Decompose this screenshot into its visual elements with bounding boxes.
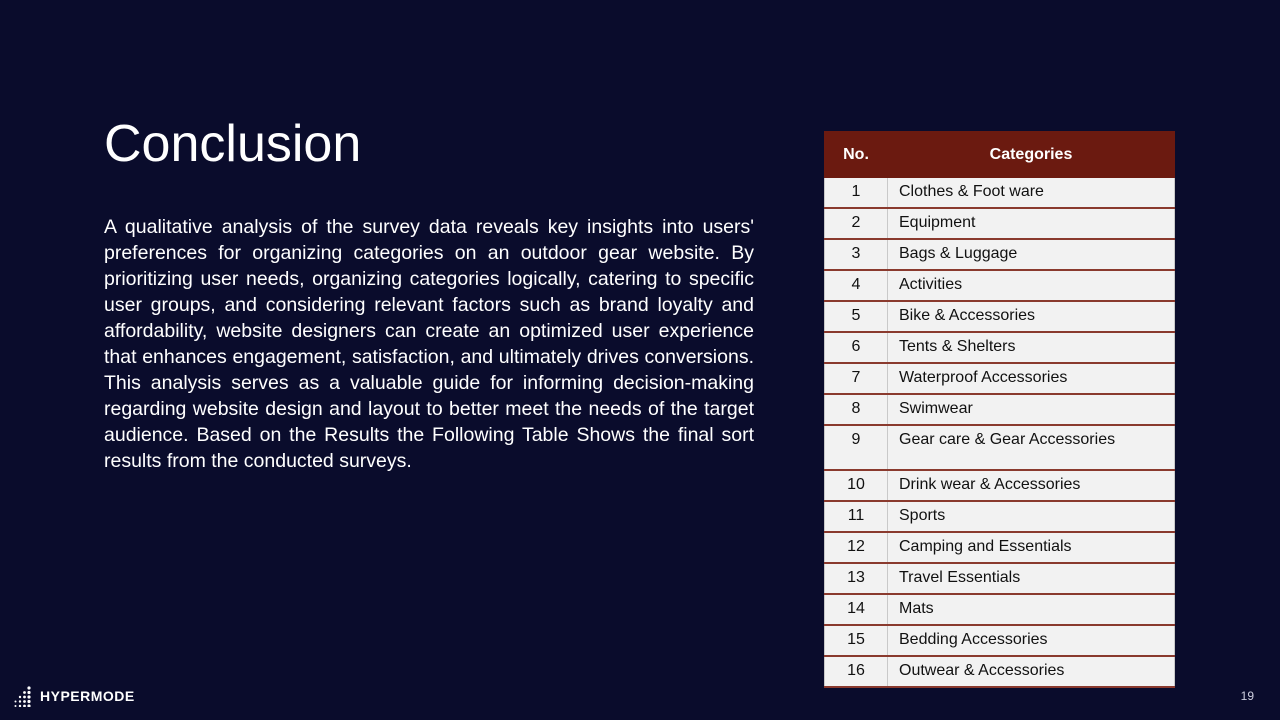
row-category: Outwear & Accessories [888,656,1175,687]
row-number: 16 [825,656,888,687]
row-number: 7 [825,363,888,394]
hypermode-logo [12,684,135,708]
table-row [825,394,1175,425]
table-header-row [825,132,1175,178]
row-number: 15 [825,625,888,656]
conclusion-paragraph: A qualitative analysis of the survey data reveals key insights into users' preferences for organizing categories on an outdoor gear website. By prioritizing user needs, organizing categories logically, catering to specific user groups, and considering relevant factors such as brand loyalty and affordability, website designers can create an optimized user experience that enhances engagement, satisfaction, and ultimately drives conversions. This analysis serves as a valuable guide for informing decision-making regarding website design and layout to better meet the needs of the target audience. Based on the Results the Following Table Shows the final sort results from the conducted surveys. [104,216,754,472]
row-category: Mats [888,594,1175,625]
page-number: 19 [1240,689,1254,703]
table-row [825,239,1175,270]
row-category: Gear care & Gear Accessories [888,425,1175,470]
table-row [825,208,1175,239]
table-row [825,178,1175,209]
table-row [825,625,1175,656]
row-number: 5 [825,301,888,332]
table-row [825,332,1175,363]
row-number: 8 [825,394,888,425]
row-category: Swimwear [888,394,1175,425]
row-number: 3 [825,239,888,270]
row-number: 9 [825,425,888,470]
row-number: 4 [825,270,888,301]
row-category: Sports [888,501,1175,532]
table-row [825,501,1175,532]
row-number: 14 [825,594,888,625]
header-categories: Categories [888,132,1175,178]
row-category: Clothes & Foot ware [888,178,1175,209]
row-number: 1 [825,178,888,209]
slide-title: Conclusion [104,115,362,173]
header-no: No. [825,132,888,178]
row-category: Bedding Accessories [888,625,1175,656]
row-category: Bags & Luggage [888,239,1175,270]
row-number: 2 [825,208,888,239]
categories-table [824,131,1175,688]
dot-triangle-logo-icon [12,685,34,707]
row-number: 11 [825,501,888,532]
table-row [825,656,1175,687]
row-category: Bike & Accessories [888,301,1175,332]
table-row [825,301,1175,332]
table-body [825,178,1175,688]
row-category: Waterproof Accessories [888,363,1175,394]
table-row [825,532,1175,563]
table-row [825,470,1175,501]
row-number: 12 [825,532,888,563]
table-row [825,363,1175,394]
row-category: Travel Essentials [888,563,1175,594]
row-number: 6 [825,332,888,363]
row-category: Equipment [888,208,1175,239]
row-number: 13 [825,563,888,594]
logo-text: HYPERMODE [40,688,135,704]
table-row [825,563,1175,594]
row-category: Tents & Shelters [888,332,1175,363]
table-row [825,425,1175,470]
table-row [825,594,1175,625]
row-category: Camping and Essentials [888,532,1175,563]
row-category: Activities [888,270,1175,301]
row-category: Drink wear & Accessories [888,470,1175,501]
row-number: 10 [825,470,888,501]
table-row [825,270,1175,301]
